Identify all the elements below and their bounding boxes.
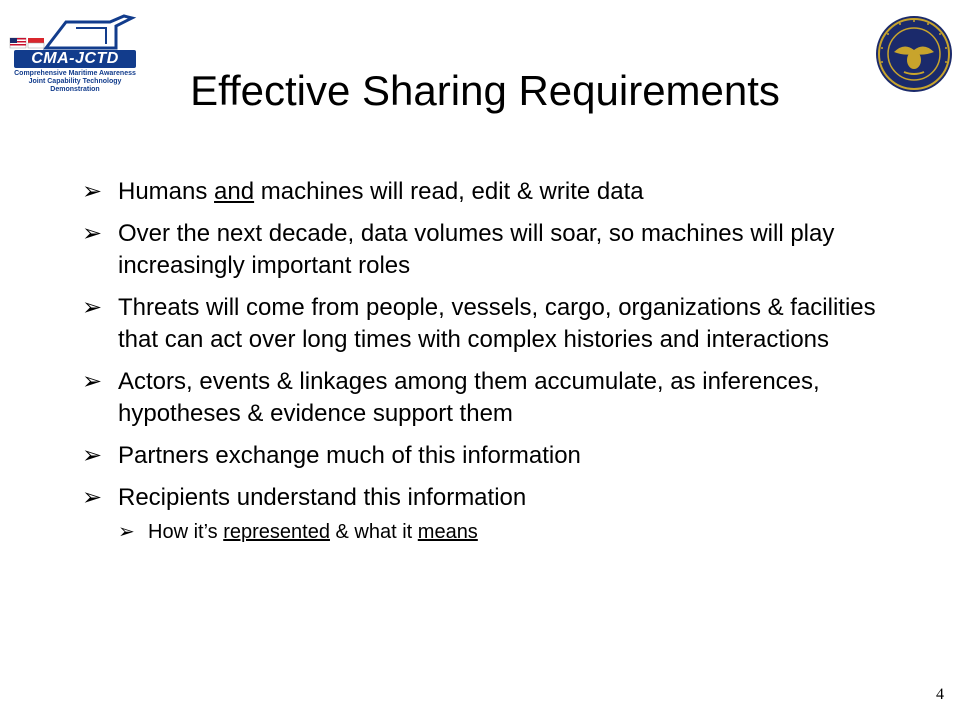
bullet-list <box>82 176 882 556</box>
page-number: 4 <box>936 686 944 703</box>
sub-bullet-item <box>82 518 882 546</box>
bullet-text: Actors, events & linkages among them accumulate, as inferences, hypotheses & evidence support them <box>118 368 820 427</box>
bullet-arrow-icon: ➢ <box>118 521 135 543</box>
bullet-text: Over the next decade, data volumes will soar, so machines will play increasingly important roles <box>118 220 835 279</box>
logo-wordmark: CMA-JCTD <box>14 50 136 68</box>
bullet-arrow-icon: ➢ <box>82 220 103 247</box>
logo-tagline: Comprehensive Maritime Awareness Joint Capability Technology Demonstration <box>14 70 136 93</box>
bullet-item <box>82 366 882 430</box>
bullet-arrow-icon: ➢ <box>82 484 103 511</box>
ship-logo-icon <box>6 14 146 54</box>
bullet-text: Humans and machines will read, edit & write data <box>118 178 644 205</box>
bullet-text: Partners exchange much of this information <box>118 442 581 469</box>
bullet-text: Recipients understand this information <box>118 484 527 511</box>
bullet-arrow-icon: ➢ <box>82 294 103 321</box>
bullet-arrow-icon: ➢ <box>82 368 103 395</box>
slide-title: Effective Sharing Requirements <box>190 67 780 114</box>
bullet-arrow-icon: ➢ <box>82 442 103 469</box>
bullet-text: Threats will come from people, vessels, cargo, organizations & facilities that can act over long times with complex histories and interactions <box>118 294 876 353</box>
bullet-item <box>82 292 882 356</box>
bullet-item <box>82 176 882 208</box>
sub-bullet-text: How it’s represented & what it means <box>148 521 478 543</box>
bullet-item <box>82 218 882 282</box>
navy-seal-icon <box>874 14 954 94</box>
bullet-item <box>82 482 882 514</box>
bullet-item <box>82 440 882 472</box>
bullet-arrow-icon: ➢ <box>82 178 103 205</box>
